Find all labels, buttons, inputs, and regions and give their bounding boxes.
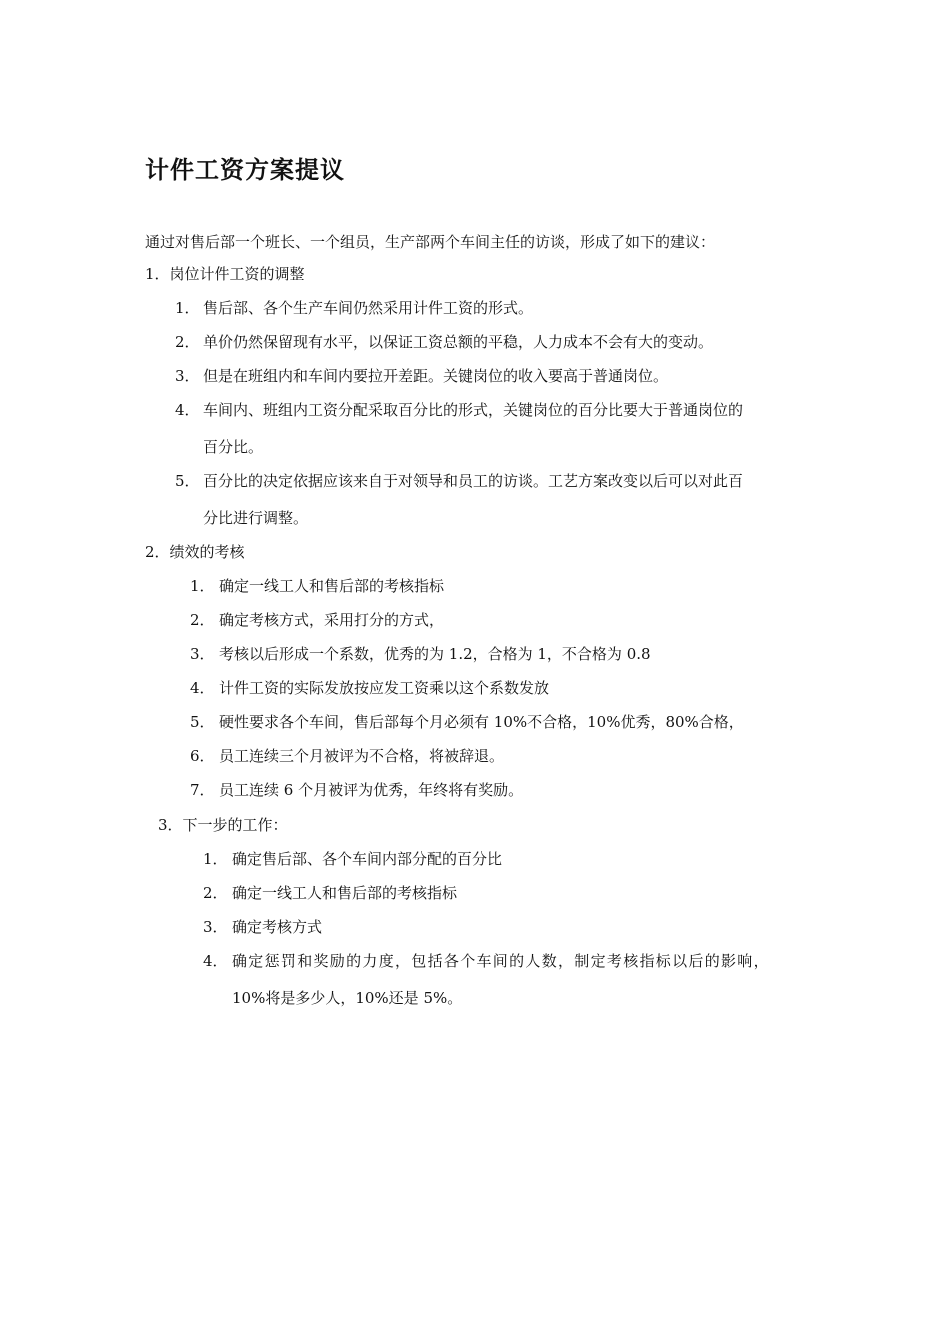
list-item-number: 1． [175, 299, 200, 317]
list-item-text: 确定惩罚和奖励的力度，包括各个车间的人数，制定考核指标以后的影响， [232, 952, 770, 970]
list-item [0, 332, 950, 352]
list-item-text: 确定考核方式 [232, 918, 323, 936]
section2-heading: 2．绩效的考核 [145, 543, 245, 561]
list-item-number: 3． [190, 645, 215, 663]
list-item-text: 确定考核方式，采用打分的方式， [219, 611, 445, 629]
list-item-number: 4． [190, 679, 215, 697]
list-item-text: 确定一线工人和售后部的考核指标 [232, 884, 458, 902]
list-item-number: 1． [190, 577, 215, 595]
list-item-text: 但是在班组内和车间内要拉开差距。关键岗位的收入要高于普通岗位。 [203, 367, 669, 385]
list-item [0, 298, 950, 318]
list-item-continuation [0, 508, 950, 528]
list-item-number: 5． [190, 713, 215, 731]
list-item-number: 4． [175, 401, 200, 419]
list-item-text: 确定售后部、各个车间内部分配的百分比 [232, 850, 503, 868]
list-item [0, 780, 950, 800]
list-item-number: 4． [203, 952, 228, 970]
list-item [0, 678, 950, 698]
list-item-text: 分比进行调整。 [203, 509, 309, 527]
list-item-number: 2． [175, 333, 200, 351]
list-item-text: 员工连续三个月被评为不合格，将被辞退。 [219, 747, 505, 765]
list-item [0, 471, 950, 491]
list-item [0, 644, 950, 664]
intro-paragraph: 通过对售后部一个班长、一个组员，生产部两个车间主任的访谈，形成了如下的建议： [145, 233, 716, 251]
list-item-text: 考核以后形成一个系数，优秀的为 1.2，合格为 1，不合格为 0.8 [219, 645, 651, 663]
list-item-text: 单价仍然保留现有水平，以保证工资总额的平稳，人力成本不会有大的变动。 [203, 333, 714, 351]
list-item-text: 硬性要求各个车间，售后部每个月必须有 10%不合格，10%优秀，80%合格， [219, 713, 744, 731]
list-item-text: 确定一线工人和售后部的考核指标 [219, 577, 445, 595]
list-item-text: 百分比。 [203, 438, 264, 456]
list-item [0, 883, 950, 903]
list-item-continuation [0, 988, 950, 1008]
list-item-continuation [0, 437, 950, 457]
list-item-number: 2． [190, 611, 215, 629]
list-item-number: 3． [175, 367, 200, 385]
list-item-text: 员工连续 6 个月被评为优秀，年终将有奖励。 [219, 781, 524, 799]
list-item [0, 917, 950, 937]
section3-heading: 3．下一步的工作： [158, 816, 288, 834]
list-item-text: 售后部、各个生产车间仍然采用计件工资的形式。 [203, 299, 534, 317]
list-item [0, 951, 950, 971]
list-item [0, 576, 950, 596]
list-item-text: 百分比的决定依据应该来自于对领导和员工的访谈。工艺方案改变以后可以对此百 [203, 472, 744, 490]
list-item [0, 610, 950, 630]
list-item [0, 746, 950, 766]
list-item-number: 2． [203, 884, 228, 902]
list-item [0, 849, 950, 869]
list-item-number: 3． [203, 918, 228, 936]
list-item [0, 366, 950, 386]
list-item [0, 712, 950, 732]
list-item-number: 7． [190, 781, 215, 799]
list-item-number: 6． [190, 747, 215, 765]
list-item-text: 10%将是多少人，10%还是 5%。 [232, 989, 463, 1007]
section1-heading: 1．岗位计件工资的调整 [145, 265, 305, 283]
page-title: 计件工资方案提议 [145, 156, 345, 184]
list-item-text: 计件工资的实际发放按应发工资乘以这个系数发放 [219, 679, 550, 697]
list-item-number: 1． [203, 850, 228, 868]
list-item-text: 车间内、班组内工资分配采取百分比的形式，关键岗位的百分比要大于普通岗位的 [203, 401, 744, 419]
list-item [0, 400, 950, 420]
list-item-number: 5． [175, 472, 200, 490]
